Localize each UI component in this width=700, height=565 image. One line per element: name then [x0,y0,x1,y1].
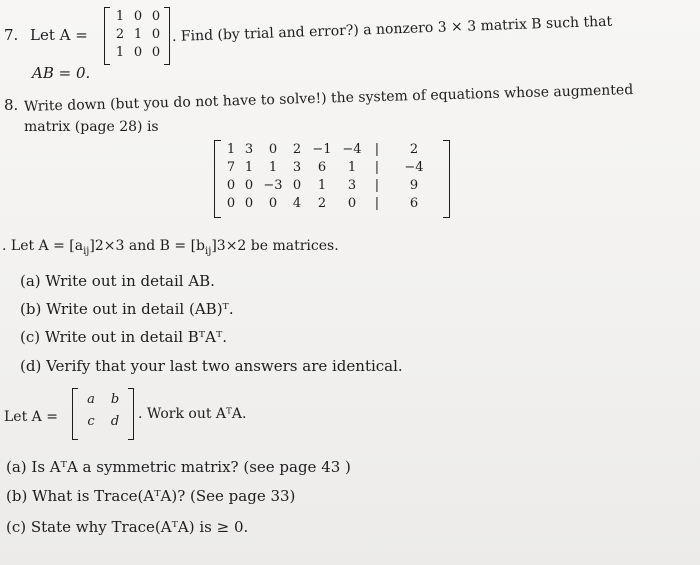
p9-dim-a: ]2×3 [89,238,125,254]
p8-line1: Write down (but you do not have to solve!) the system of equations whose augmented [23,81,634,115]
p8-cell: 1 [226,142,236,157]
p8-cell: −3 [263,178,283,193]
p8-cell: 3 [292,160,302,175]
p8-cell: 3 [347,178,357,193]
p7-cell: 0 [133,9,143,24]
p9-dim-b: ]3×2 [211,238,247,254]
p7-cell: 0 [151,45,161,60]
p7-number: 7. [4,26,19,44]
p9-sub-a: ij [83,245,90,257]
p7-intro: Let A = [30,26,88,44]
p8-cell: 0 [347,196,357,211]
p9-part-d: (d) Verify that your last two answers are identical. [20,357,403,375]
p7-cell: 1 [115,45,125,60]
p8-cell: 0 [226,178,236,193]
p8-cell: 2 [292,142,302,157]
p10-intro: Let A = [4,409,58,425]
p8-line2: matrix (page 28) is [24,119,159,135]
p9-lead: . Let A = [a [2,238,84,254]
p8-cell: 1 [244,160,254,175]
p8-cell: 3 [244,142,254,157]
p8-cell: 6 [317,160,327,175]
p8-cell: 0 [268,196,278,211]
p10-part-c: (c) State why Trace(AᵀA) is ≥ 0. [6,518,249,536]
p8-cell: 0 [226,196,236,211]
p8-cell: 1 [347,160,357,175]
p10-cell: a [87,392,95,407]
p8-rhs: 6 [409,196,419,211]
p10-cell: c [87,414,95,429]
p8-number: 8. [4,96,19,114]
p7-text: . Find (by trial and error?) a nonzero 3 × 3 matrix B such that [171,13,613,45]
p8-cell-sep: | [374,160,380,175]
p8-cell: 1 [317,178,327,193]
p8-rhs: 2 [409,142,419,157]
p10-cell: d [110,414,120,429]
p7-cell: 2 [115,27,125,42]
p7-matrix [104,5,170,65]
p7-line2: AB = 0. [32,64,91,82]
p9-tail: be matrices. [250,238,339,254]
p8-cell: 4 [292,196,302,211]
p9-header [2,237,339,261]
p9-part-b: (b) Write out in detail (AB)ᵀ. [20,300,234,318]
p8-cell: 0 [268,142,278,157]
p8-cell: 1 [268,160,278,175]
p7-cell: 1 [133,27,143,42]
p9-mid: and B = [b [128,238,206,254]
p8-cell-sep: | [374,196,380,211]
p8-cell: 7 [226,160,236,175]
p10-text: . Work out AᵀA. [138,406,247,422]
p8-cell: −1 [312,142,332,157]
p9-part-c: (c) Write out in detail BᵀAᵀ. [20,328,228,346]
p8-rhs: −4 [404,160,424,175]
p8-cell-sep: | [374,142,380,157]
p10-matrix [72,386,134,440]
p8-cell: −4 [342,142,362,157]
p10-part-a: (a) Is AᵀA a symmetric matrix? (see page 43 ) [6,458,351,476]
p7-cell: 1 [115,9,125,24]
p10-cell: b [110,392,120,407]
p8-cell: 0 [244,196,254,211]
p7-cell: 0 [151,9,161,24]
p8-augmented-matrix [214,138,450,220]
p7-cell: 0 [151,27,161,42]
p9-sub-b: ij [205,245,212,257]
p9-part-a: (a) Write out in detail AB. [20,272,215,290]
p8-cell: 0 [292,178,302,193]
p8-cell-sep: | [374,178,380,193]
p10-part-b: (b) What is Trace(AᵀA)? (See page 33) [6,487,296,505]
p8-rhs: 9 [409,178,419,193]
p7-cell: 0 [133,45,143,60]
p8-cell: 2 [317,196,327,211]
p8-cell: 0 [244,178,254,193]
